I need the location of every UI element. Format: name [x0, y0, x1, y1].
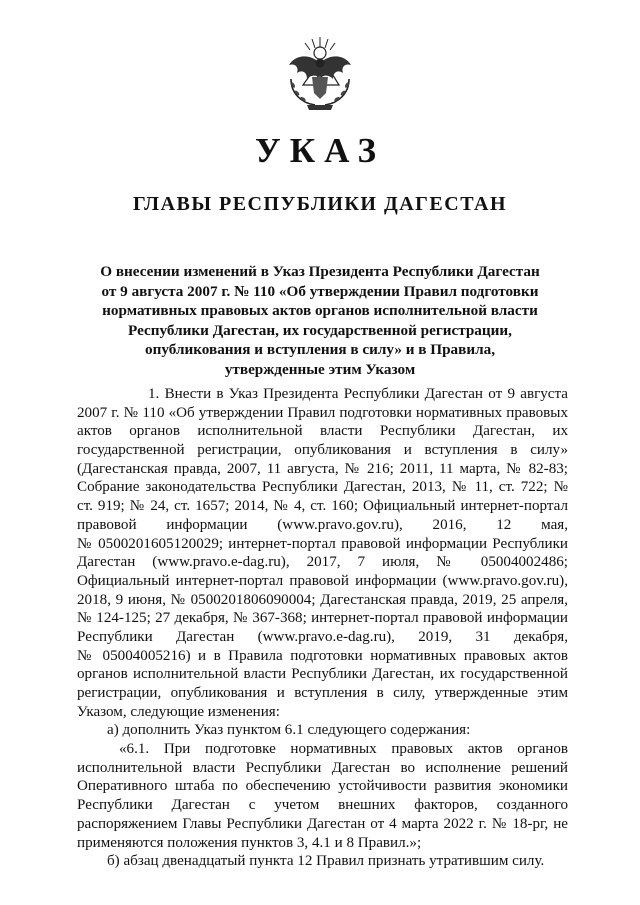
body-line: а) дополнить Указ пунктом 6.1 следующего содержания:: [107, 722, 471, 739]
body-line: органов исполнительной власти Республики Дагестан, их государственной: [77, 666, 568, 683]
heading-line: от 9 августа 2007 г. № 110 «Об утверждении Правил подготовки: [101, 282, 539, 300]
heading-line: О внесении изменений в Указ Президента Республики Дагестан: [100, 263, 540, 280]
body-line: Республики Дагестан с учетом внешних факторов, созданного: [77, 797, 568, 814]
body-line: исполнительной власти Республики Дагестан во исполнение решений: [77, 759, 568, 776]
decree-body: [77, 385, 568, 871]
dagestan-coat-of-arms-emblem: [281, 33, 359, 113]
document-title: УКАЗ: [255, 131, 385, 170]
body-line: № 124-125; 27 декабря, № 367-368; интернет-портал правовой информации: [77, 610, 568, 627]
body-line: (Дагестанская правда, 2007, 11 августа, № 216; 2011, 11 марта, № 82-83;: [77, 460, 568, 477]
heading-line: опубликования и вступления в силу» и в Правила,: [145, 341, 495, 358]
body-line: б) абзац двенадцатый пункта 12 Правил признать утратившим силу.: [107, 853, 545, 870]
body-line: Собрание законодательства Республики Дагестан, 2013, № 11, ст. 722; №: [77, 479, 568, 496]
body-line: Официальный интернет-портал правовой информации (www.pravo.gov.ru),: [77, 572, 568, 589]
body-line: «6.1. При подготовке нормативных правовых актов органов: [119, 741, 568, 758]
body-line: ст. 919; № 24, ст. 1657; 2014, № 4, ст. 160; Официальный интернет-портал: [77, 498, 568, 515]
body-line: 2007 г. № 110 «Об утверждении Правил подготовки нормативных правовых: [77, 404, 568, 421]
body-line: распоряжением Главы Республики Дагестан от 4 марта 2022 г. № 18-рг, не: [77, 815, 568, 832]
body-line: государственной регистрации, опубликования и вступления в силу»: [77, 442, 568, 459]
body-line: Оперативного штаба по обеспечению устойчивости развития экономики: [77, 778, 568, 795]
body-line: Дагестан (www.pravo.e-dag.ru), 2017, 7 июля, № 05004002486;: [77, 554, 568, 571]
body-line: Указом, следующие изменения:: [77, 703, 280, 720]
body-line: актов органов исполнительной власти Республики Дагестан, их: [77, 423, 568, 440]
decree-heading: [60, 262, 580, 379]
body-line: 1. Внести в Указ Президента Республики Дагестан от 9 августа: [148, 386, 568, 402]
body-line: № 05004005216) и в Правила подготовки нормативных правовых актов: [77, 647, 568, 664]
body-line: Республики Дагестан (www.pravo.e-dag.ru), 2019, 31 декабря,: [77, 628, 568, 645]
body-line: № 0500201605120029; интернет-портал правовой информации Республики: [77, 535, 568, 552]
body-line: применяются положения пунктов 3, 4.1 и 8 Правил.»;: [77, 834, 422, 851]
heading-line: утвержденные этим Указом: [224, 360, 416, 378]
body-line: регистрации, опубликования и вступления в силу, утвержденные этим: [77, 685, 568, 701]
body-line: правовой информации (www.pravo.gov.ru), 2016, 12 мая,: [77, 516, 568, 533]
heading-line: Республики Дагестан, их государственной регистрации,: [128, 321, 512, 339]
body-line: 2018, 9 июня, № 0500201806090004; Дагестанская правда, 2019, 25 апреля,: [77, 591, 568, 608]
document-subtitle: ГЛАВЫ РЕСПУБЛИКИ ДАГЕСТАН: [132, 193, 508, 215]
heading-line: нормативных правовых актов органов исполнительной власти: [102, 302, 538, 319]
